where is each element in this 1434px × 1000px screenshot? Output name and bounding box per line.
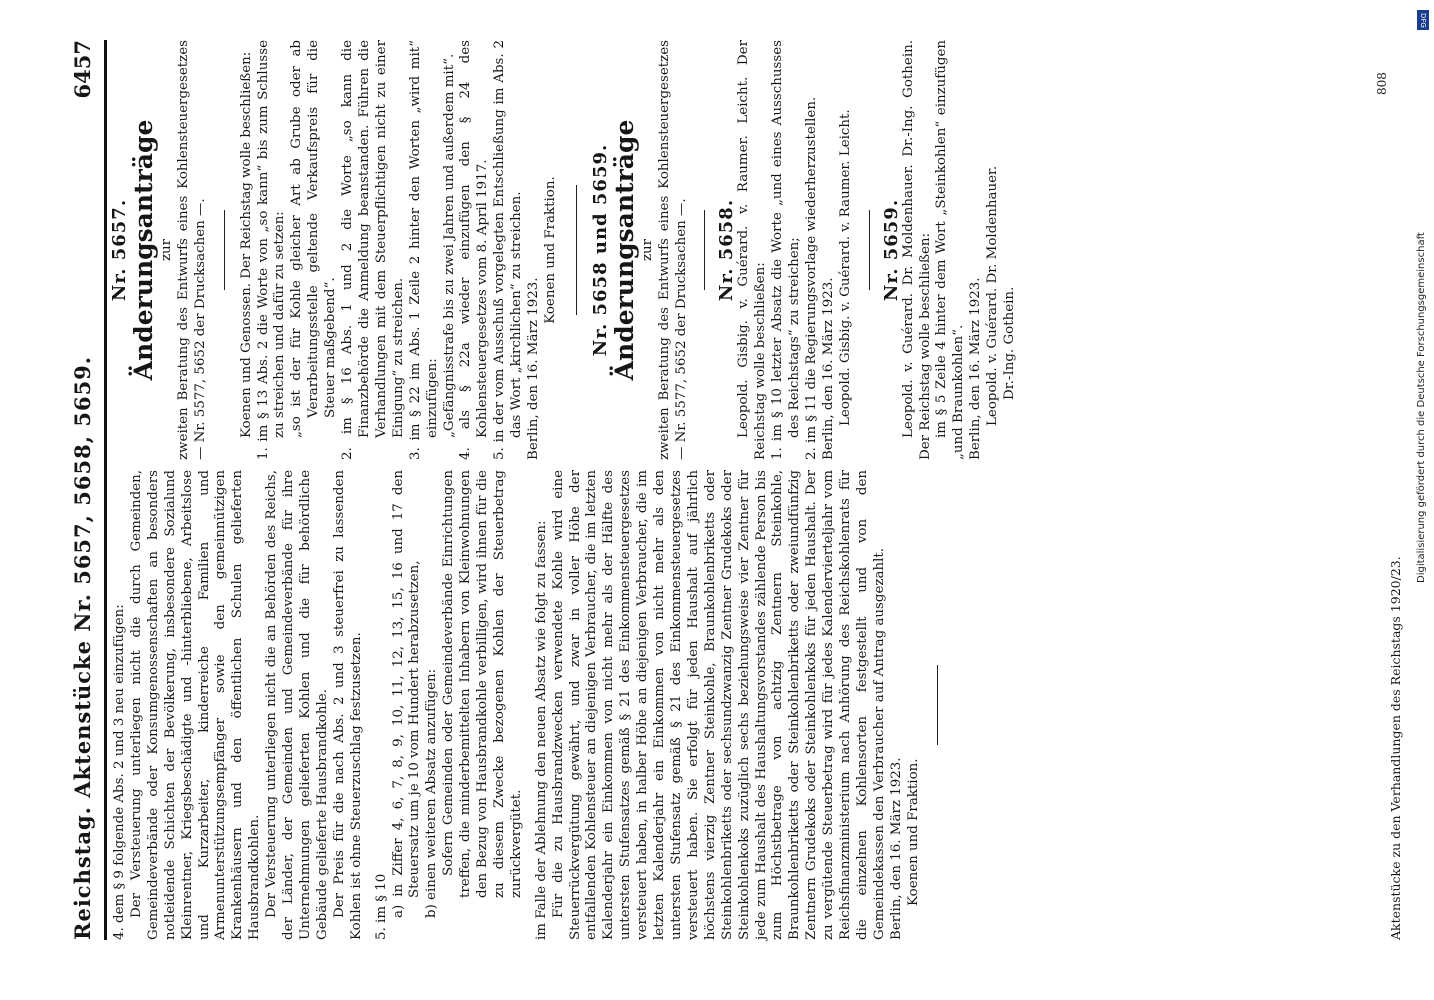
- motion-5658-5659-title-rule: [704, 210, 705, 290]
- ablehnung-text: Für die zu Hausbrandzwecken verwendete Kohle wird eine Steuerrückvergütung gewährt, und zwar in voller Höhe der entfallenden Kohlensteuer an diejenigen Verbraucher, die im letzten Kalenderjahr ein Einkommen von nicht mehr als der Hälfte des untersten Stufensatzes gemäß § 21 des Einkommensteuergesetzes versteuert haben, in halber Höhe an diejenigen Verbraucher, die im letzten Kalenderjahr ein Einkommen von nicht mehr als den untersten Stufensatz gemäß § 21 des Einkommensteuergesetzes versteuert haben. Sie erfolgt für jeden Haushalt auf jährlich höchstens vierzig Zentner Steinkohle, Braunkohlenbriketts oder Steinkohlenbriketts oder sechsundzwanzig Zentner Grudekoks oder Steinkohlenkoks zuzüglich sechs beziehungsweise vier Zentner für jede zum Haushalt des Haushaltungsvorstandes zählende Person bis zum Höchstbetrage von achtzig Zentnern Steinkohle, Braunkohlenbriketts oder Steinkohlenbriketts oder zweiundfünfzig Zentnern Grudekoks oder Steinkohlenkoks für jeden Haushalt. Der zu vergütende Steuerbetrag wird für jedes Kalendervierteljahr vom Reichsfinanzministerium nach Anhörung des Reichskohlenrats für die einzelnen Kohlensorten festgestellt und von den Gemeindekassen den Verbraucher auf Antrag ausgezahlt.: [550, 470, 887, 940]
- item4-intro: 4. dem § 9 folgende Abs. 2 und 3 neu einzufügen:: [112, 604, 127, 940]
- dfg-funding-note: Digitalisierung gefördert durch die Deutsche Forschungsgemeinschaft: [1416, 232, 1427, 583]
- header-rule: [104, 40, 107, 940]
- motion-5657-item-1: 1. im § 13 Abs. 2 die Worte von „so kann“ bis zum Schlusse zu streichen und dafür zu setzen:: [255, 40, 288, 460]
- item5-a: a) in Ziffer 4, 6, 7, 8, 9, 10, 11, 12, 13, 15, 16 und 17 den Steuersatz um je 10 vom Hundert herabzusetzen,: [390, 470, 423, 918]
- sheet-number: 808: [1375, 72, 1389, 95]
- motion-5658-5659-zur: zur: [639, 238, 655, 262]
- motion-5657-subject: zweiten Beratung des Entwurfs eines Kohlensteuergesetzes — Nr. 5577, 5652 der Drucksachen —.: [175, 40, 208, 460]
- item5-intro: 5. im § 10: [373, 873, 389, 940]
- footer-text: Aktenstücke zu den Verhandlungen des Reichstags 1920/23.: [1388, 556, 1403, 940]
- motion-5657-title-rule: [224, 210, 225, 290]
- item4-paragraph-1: Der Versteuerung unterliegen nicht die durch Gemeinden, Gemeindeverbände oder Konsumgenossenschaften an besonders notleidende Schichten der Bevölkerung, insbesondere Sozialund Kleinrentner, Kriegsbeschädigte und -hinterbliebene, Arbeitslose und Kurzarbeiter, kinderreiche Familien und Armenunterstützungsempfänger sowie den gemeinnützigen Krankenhäusern und den öffentlichen Schulen gelieferten Hausbrandkohlen.: [128, 470, 263, 940]
- motion-5659-signature-2: Dr.-Ing. Gothein.: [1002, 286, 1018, 400]
- motion-5659-date: Berlin, den 16. März 1923.: [968, 277, 984, 460]
- page-number: 6457: [70, 40, 95, 99]
- motion-5657-item-3: 3. im § 22 im Abs. 1 Zeile 2 hinter den Worten „wird mit“ einzufügen:: [407, 40, 440, 460]
- motion-5657-zur: zur: [158, 238, 174, 262]
- motion-5657-signature: Koenen und Fraktion.: [542, 176, 558, 324]
- motion-5658-item-1: 1. im § 10 letzter Absatz die Worte „und eines Ausschusses des Reichstags“ zu streichen;: [770, 40, 803, 460]
- motion-5657-title: Änderungsanträge: [128, 119, 158, 381]
- item5-b-text: Sofern Gemeinden oder Gemeindeverbände Einrichtungen treffen, die minderbemittelten Inhabern von Kleinwohnungen den Bezug von Hausbrandkohle verbilligen, wird ihnen für die zu diesem Zwecke bezogenen Kohlen der Steuerbetrag zurückvergütet.: [441, 470, 524, 898]
- motion-5658-5659-title: Änderungsanträge: [609, 119, 639, 381]
- dfg-logo-icon: DFG: [1417, 10, 1429, 30]
- motion-5657-item-5: 5. in der vom Ausschuß vorgelegten Entschließung im Abs. 2 das Wort „kirchlichen“ zu streichen.: [492, 40, 525, 460]
- motion-5658-signature: Leopold. Gisbig. v. Guérard. v. Raumer. Leicht.: [837, 109, 853, 426]
- left-date: Berlin, den 16. März 1923.: [888, 757, 904, 940]
- item5-b: b) einen weiteren Absatz anzufügen:: [424, 668, 440, 918]
- right-column: [109, 40, 1019, 460]
- motion-5659-signature-1: Leopold. v. Guérard. Dr. Moldenhauer.: [985, 165, 1001, 426]
- motion-5658-number: Nr. 5658.: [716, 198, 738, 302]
- motion-5657-item-2: 2. im § 16 Abs. 1 und 2 die Worte „so kann die Finanzbehörde die Anmeldung beanstanden. Führen die Verhandlungen mit dem Steuerpflichtigen nicht zu einer Einigung“ zu streichen.: [340, 40, 406, 460]
- motion-5657-number: Nr. 5657.: [109, 198, 130, 302]
- motion-5658-date: Berlin, den 16. März 1923.: [820, 277, 836, 460]
- motion-5658-5659-subject: zweiten Beratung des Entwurfs eines Kohlensteuergesetzes — Nr. 5577, 5652 der Drucksachen —.: [656, 40, 689, 460]
- motion-5659-number: Nr. 5659.: [880, 198, 902, 302]
- motion-5657-date: Berlin, den 16. März 1923.: [526, 277, 542, 460]
- motion-5658-movers: Leopold. Gisbig. v. Guérard. v. Raumer. Leicht. Der Reichstag wolle beschließen:: [736, 40, 769, 460]
- motion-5657-movers: Koenen und Genossen. Der Reichstag wolle beschließen:: [238, 51, 254, 438]
- dfg-margin-note: [1410, 8, 1434, 992]
- motion-5659-text: im § 5 Zeile 4 hinter dem Wort „Steinkohlen“ einzufügen „und Braunkohlen“.: [934, 40, 967, 460]
- left-column: [112, 470, 952, 940]
- left-signature: Koenen und Fraktion.: [905, 758, 921, 906]
- item4-paragraph-2: Der Versteuerung unterliegen nicht die an Behörden des Reichs, der Länder, der Gemeinden und Gemeindeverbände für ihre Unternehmungen gelieferten Kohlen und die für behördliche Gebäude gelieferte Hausbrandkohle.: [264, 470, 330, 940]
- motion-5657-item-3-quote: „Gefängnisstrafe bis zu zwei Jahren und außerdem mit“.: [441, 53, 457, 438]
- item4-paragraph-3: Der Preis für die nach Abs. 2 und 3 steuerfrei zu lassenden Kohlen ist ohne Steuerzuschlag festzusetzen.: [331, 470, 364, 940]
- left-end-rule: [937, 665, 938, 745]
- motion-5658-item-2: 2. im § 11 die Regierungsvorlage wiederherzustellen.: [804, 96, 819, 460]
- ablehnung-intro: im Falle der Ablehnung den neuen Absatz wie folgt zu fassen:: [533, 520, 549, 940]
- motion-5657-item-4: 4. als § 22a wieder einzufügen den § 24 des Kohlensteuergesetzes vom 8. April 1917.: [458, 40, 491, 460]
- motion-5658-end-rule: [869, 210, 870, 290]
- motion-5659-movers: Leopold. v. Guérard. Dr. Moldenhauer. Dr.-Ing. Gothein. Der Reichstag wolle beschließen:: [900, 40, 933, 460]
- motion-5657-end-rule: [576, 185, 577, 315]
- header-title: Reichstag. Aktenstücke Nr. 5657, 5658, 5659.: [70, 355, 95, 940]
- motion-5658-5659-number: Nr. 5658 und 5659.: [589, 143, 611, 357]
- motion-5657-item-1-quote: „so ist der für Kohle gleicher Art ab Grube oder ab Verarbeitungsstelle geltende Verkaufspreis für die Steuer maßgebend“.: [289, 40, 339, 438]
- running-header: [62, 40, 102, 940]
